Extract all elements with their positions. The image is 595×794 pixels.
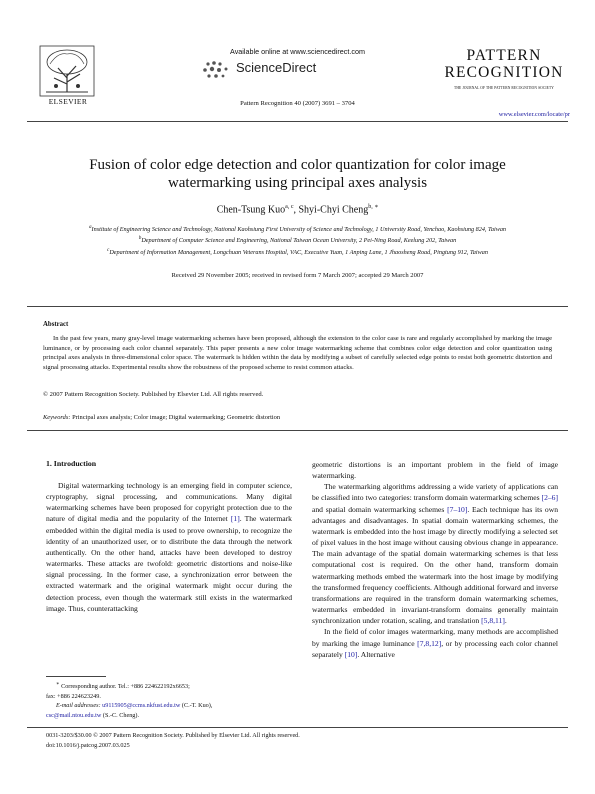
citation-link[interactable]: [10]	[344, 649, 358, 659]
paragraph-text: . Each technique has its own advantages and disadvantages. In spatial domain watermarking schemes, the watermark is embedded into the host image by directly modifying a selected set of pixel values in the host image without causing obvious change in appearance. The main advantage of the spatial domain watermarking schemes is that less computational cost is required. On the other hand, transform domain watermarking methods embed the watermark into the host image by modifying the transformed frequency coefficients. Although additional forward and inverse transformations are required in the transform domain watermarking schemes, watermarks embedded in invariant-transform domains generally maintain synchronization under rotation, scaling, and translation	[312, 504, 558, 626]
journal-subtitle: THE JOURNAL OF THE PATTERN RECOGNITION SOCIETY	[454, 86, 554, 90]
paragraph-text: .	[504, 616, 507, 626]
keywords	[43, 414, 280, 421]
doi: doi:10.1016/j.patcog.2007.03.025	[46, 741, 130, 749]
affiliation-a	[40, 223, 555, 234]
header-divider	[27, 121, 568, 122]
keywords-label: Keywords:	[43, 414, 71, 421]
abstract-body: In the past few years, many gray-level image watermarking schemes have been proposed, although the extension to the color case is rare and regularly accomplished by marking the image luminance, or by processing each color channel separately. This paper presents a new color image watermarking scheme that combines color edge detection and color quantization using principal axes analysis in three-dimensional color space. The watermark is hidden within the data by modifying a subset of carefully selected edge points to resist both geometric distortion and signal processing attacks. Experimental results show the robustness of the proposed scheme to resist common attacks.	[43, 335, 552, 371]
sciencedirect-logo: ScienceDirect	[236, 60, 317, 75]
author-affil-mark: a, c	[285, 204, 294, 210]
body-column-left	[46, 480, 292, 614]
available-online: Available online at www.sciencedirect.com	[230, 47, 365, 56]
abstract-bottom-divider	[27, 430, 568, 431]
paragraph-text: Digital watermarking technology is an emerging field in computer science, cryptography, signal processing, and communications. Many digital watermarking schemes have been proposed for copyright protection due to the nature of digital media and the popularity of the Internet	[46, 481, 292, 524]
affil-text: Institute of Engineering Science and Technology, National Kaohsiung First University of Science and Technology, 1 University Road, Yenchao, Kaohsiung 824, Taiwan	[91, 226, 507, 234]
paragraph-text: , or by processing each color channel separately	[312, 638, 558, 659]
affil-mark: a	[88, 224, 92, 230]
author-affil-mark: b, ∗	[368, 204, 379, 210]
citation-link[interactable]: [1]	[230, 514, 240, 524]
footnote-line	[46, 701, 292, 711]
paragraph-text: and spatial domain watermarking schemes	[312, 504, 448, 514]
journal-url-link[interactable]: www.elsevier.com/locate/pr	[498, 111, 570, 118]
publisher-name: ELSEVIER	[48, 97, 88, 106]
affiliations	[40, 223, 555, 257]
footnote-mark: ∗	[56, 681, 60, 687]
abstract-heading: Abstract	[43, 321, 69, 328]
citation-link[interactable]: [7–10]	[447, 504, 468, 514]
paragraph-text: The watermarking algorithms addressing a wide variety of applications can be classified into two categories: transform domain watermarking schemes	[312, 482, 558, 503]
email-link[interactable]: u9115905@ccms.nkfust.edu.tw	[102, 702, 181, 710]
footnote-text: Corresponding author. Tel.: +886 224622192x6653;	[59, 683, 190, 691]
paragraph	[46, 480, 292, 614]
journal-title	[440, 47, 568, 81]
paragraph	[312, 481, 558, 626]
citation-link[interactable]: [2–6]	[541, 493, 558, 503]
footer-divider	[27, 727, 568, 728]
affiliation-b	[40, 234, 555, 245]
paper-title-line1: Fusion of color edge detection and color quantization for color image	[89, 157, 506, 173]
author-list	[0, 203, 595, 215]
affiliation-c	[40, 246, 555, 257]
footnote-line	[46, 680, 292, 692]
email-link[interactable]: csc@mail.ntou.edu.tw	[46, 711, 102, 719]
affil-mark: c	[107, 246, 110, 253]
citation-link[interactable]: [5,8,11]	[481, 616, 505, 626]
paragraph-text: . The watermark embedded within the digital media is used to prove ownership, to recognize the identity of an unauthorized user, or to distribute the data through the network authentically. On the other hand, attacks have been developed to destroy watermarks. These attacks are twofold: geometric distortions and noise-like signal processing. In the former case, a synchronization error between the extracted watermark and the original watermark might occur during the detection process, even though the watermark still exists in the watermarked image. Thus, counterattacking	[46, 514, 292, 613]
body-column-right	[312, 459, 558, 660]
affil-text: Department of Information Management, Longchuan Veterans Hospital, VAC, Executive Yuan, 1 Anping Lane, 1 Jhaosheng Road, Pingtung 912, Taiwan	[109, 248, 488, 256]
abstract-top-divider	[27, 306, 568, 307]
article-footer	[46, 731, 546, 750]
author-name: Shyi-Chyi Cheng	[298, 204, 369, 216]
sciencedirect-dots-icon	[200, 60, 234, 80]
paragraph-text: . Alternative	[357, 649, 395, 659]
affil-mark: b	[138, 235, 142, 242]
paragraph-text: In the field of color images watermarking, many methods are accomplished by marking the image luminance	[312, 627, 558, 648]
affil-text: Department of Computer Science and Engineering, National Taiwan Ocean University, 2 Pei-Ning Road, Keelung 202, Taiwan	[141, 237, 457, 245]
footnote-line: fax: +886 224623249.	[46, 692, 101, 700]
journal-title-line2: RECOGNITION	[444, 64, 564, 81]
journal-citation: Pattern Recognition 40 (2007) 3691 – 3704	[240, 100, 355, 107]
email-owner: (S.-C. Cheng).	[101, 711, 139, 719]
abstract-copyright: © 2007 Pattern Recognition Society. Published by Elsevier Ltd. All rights reserved.	[43, 391, 264, 398]
email-owner: (C.-T. Kuo),	[180, 702, 213, 710]
issn-copyright: 0031-3203/$30.00 © 2007 Pattern Recognition Society. Published by Elsevier Ltd. All rights reserved.	[46, 732, 300, 739]
section-heading: 1. Introduction	[46, 459, 97, 468]
paragraph	[312, 626, 558, 659]
footnote	[46, 680, 292, 720]
footnote-line	[46, 711, 292, 721]
footnote-divider	[46, 676, 106, 677]
author-separator: ,	[293, 204, 299, 216]
journal-title-line1: PATTERN	[466, 47, 542, 64]
author-name: Chen-Tsung Kuo	[216, 204, 286, 216]
paragraph	[312, 459, 558, 481]
paper-title	[40, 156, 555, 192]
paper-title-line2: watermarking using principal axes analysis	[167, 175, 428, 191]
received-dates: Received 29 November 2005; received in revised form 7 March 2007; accepted 29 March 2007	[171, 272, 424, 279]
email-label: E-mail addresses:	[56, 702, 101, 710]
keywords-text: Principal axes analysis; Color image; Digital watermarking; Geometric distortion	[70, 414, 281, 421]
citation-link[interactable]: [7,8,12]	[417, 638, 442, 648]
paragraph-text: geometric distortions is an important problem in the field of image watermarking.	[312, 460, 558, 481]
